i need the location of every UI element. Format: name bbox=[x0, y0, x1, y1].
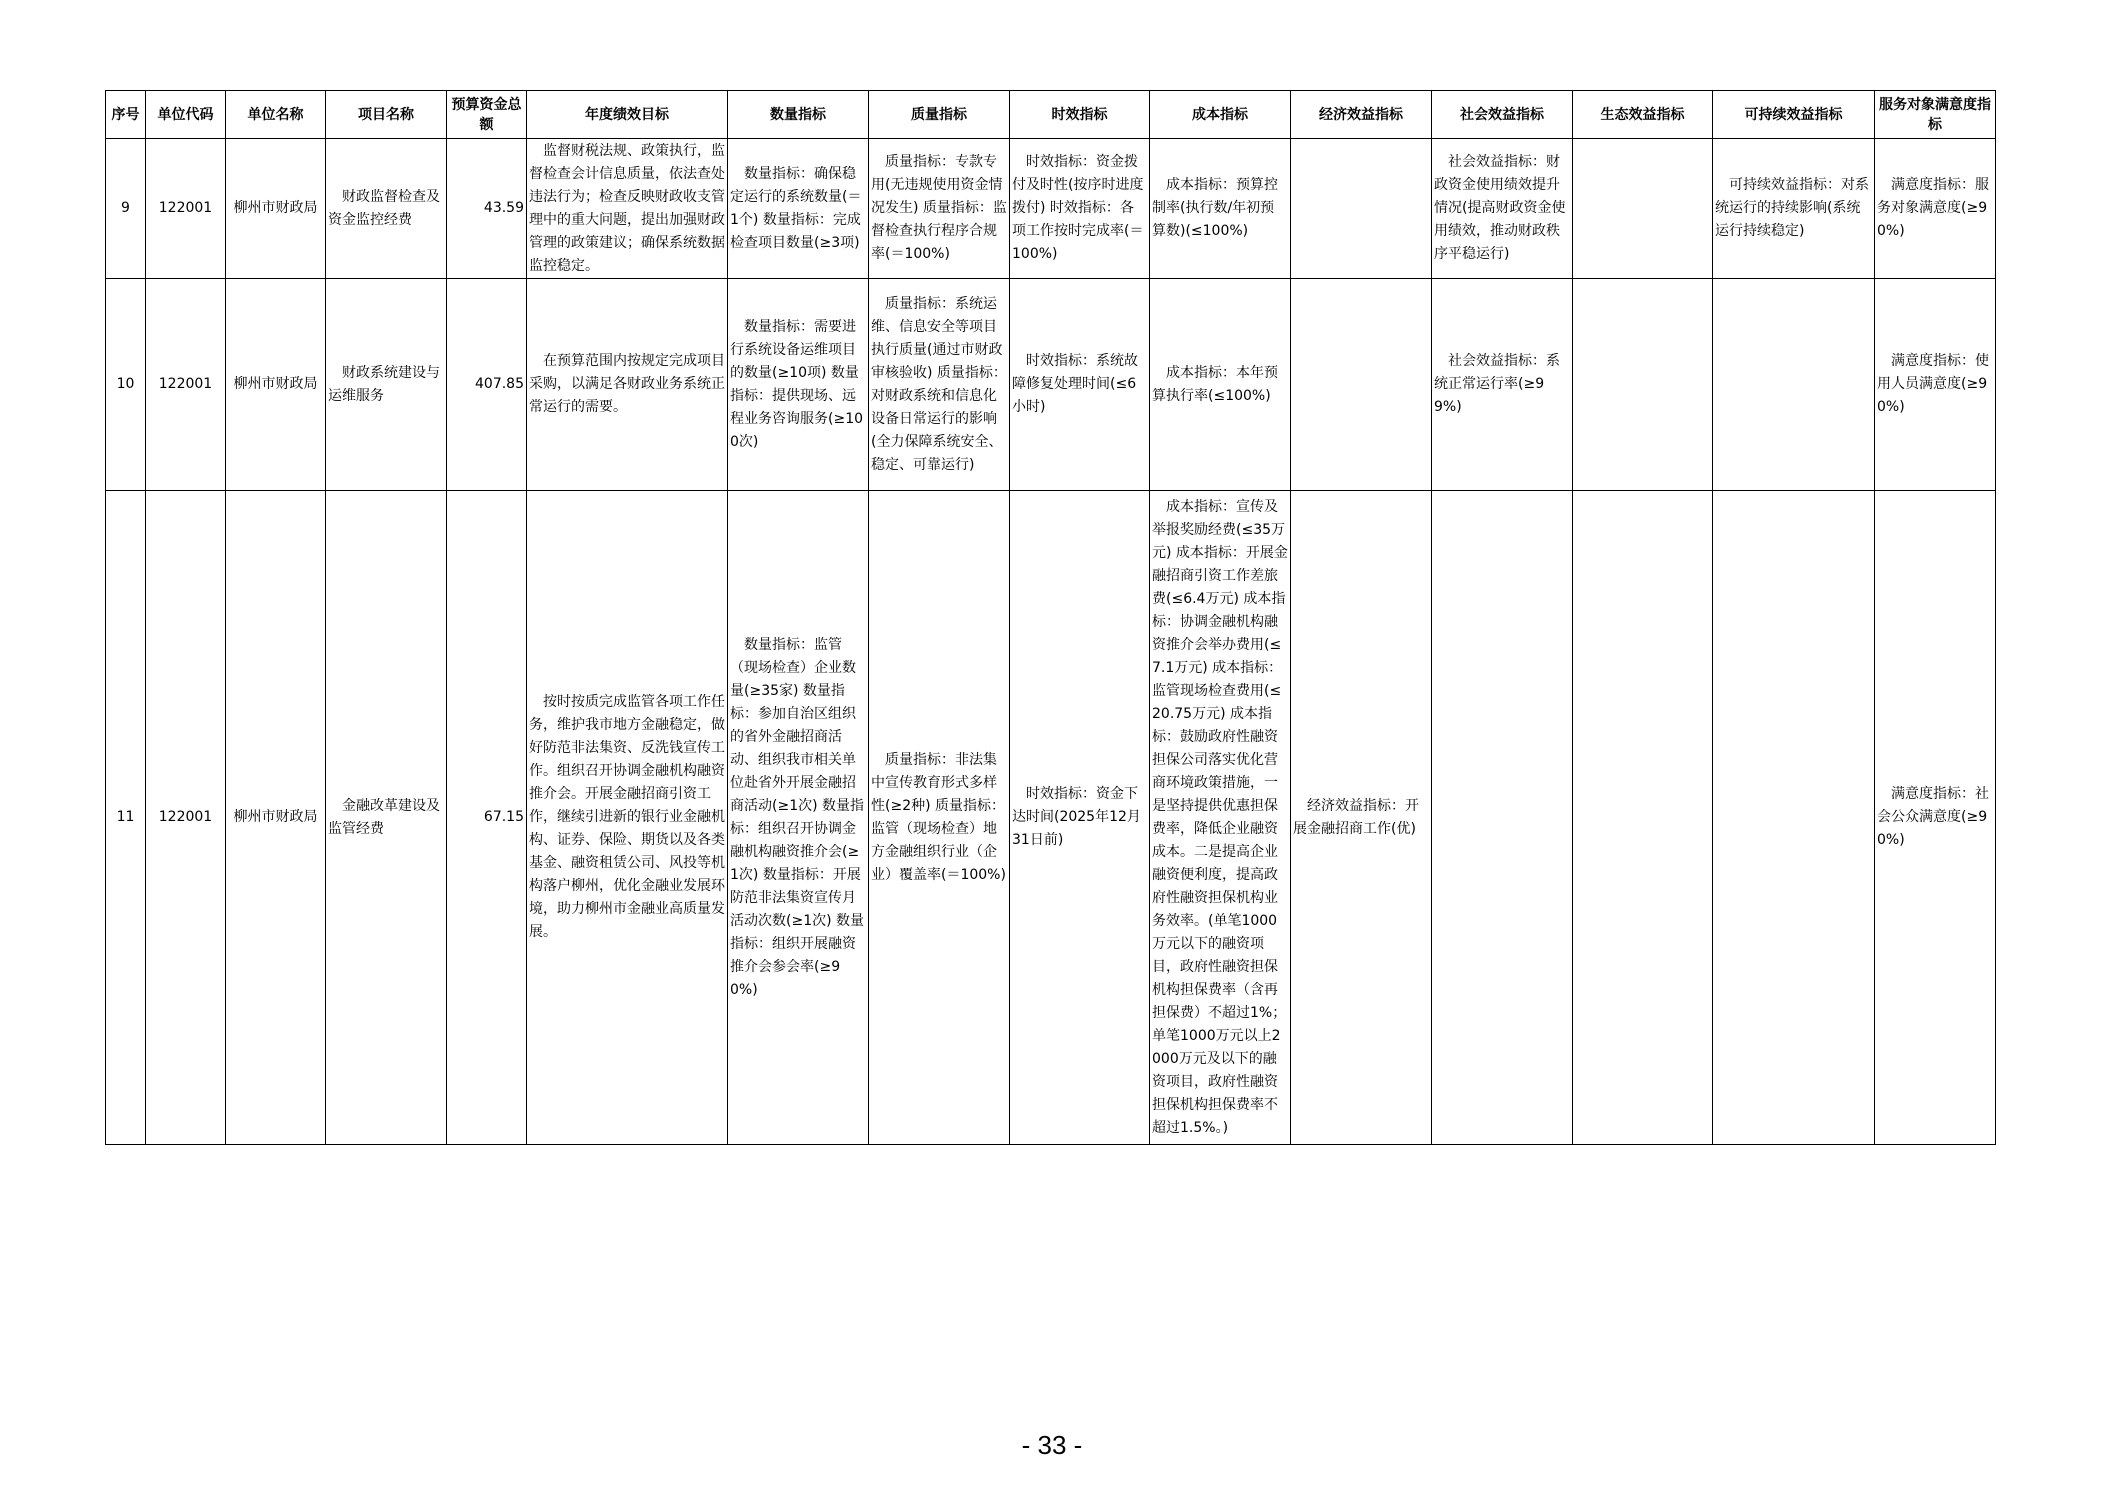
header-sustainable: 可持续效益指标 bbox=[1713, 91, 1875, 139]
annual-goal-cell: 在预算范围内按规定完成项目采购，以满足各财政业务系统正常运行的需要。 bbox=[527, 279, 728, 491]
economic-cell: 经济效益指标：开展金融招商工作(优) bbox=[1291, 491, 1432, 1145]
quality-cell: 质量指标：专款专用(无违规使用资金情况发生) 质量指标：监督检查执行程序合规率(＝100%) bbox=[869, 139, 1010, 279]
annual-goal-cell: 按时按质完成监管各项工作任务，维护我市地方金融稳定，做好防范非法集资、反洗钱宣传工作。组织召开协调金融机构融资推介会。开展金融招商引资工作，继续引进新的银行业金融机构、证券、保险、期货以及各类基金、融资租赁公司、风投等机构落户柳州，优化金融业发展环境，助力柳州市金融业高质量发展。 bbox=[527, 491, 728, 1145]
seq-cell: 9 bbox=[106, 139, 146, 279]
performance-table bbox=[105, 90, 1996, 1145]
budget-cell: 67.15 bbox=[447, 491, 527, 1145]
unit-name-cell: 柳州市财政局 bbox=[226, 491, 326, 1145]
header-economic: 经济效益指标 bbox=[1291, 91, 1432, 139]
header-quality: 质量指标 bbox=[869, 91, 1010, 139]
header-unit-code: 单位代码 bbox=[146, 91, 226, 139]
budget-cell: 407.85 bbox=[447, 279, 527, 491]
annual-goal-cell: 监督财税法规、政策执行，监督检查会计信息质量，依法查处违法行为；检查反映财政收支管理中的重大问题，提出加强财政管理的政策建议；确保系统数据监控稳定。 bbox=[527, 139, 728, 279]
project-name-cell: 金融改革建设及监管经费 bbox=[326, 491, 447, 1145]
cost-cell: 成本指标：预算控制率(执行数/年初预算数)(≤100%) bbox=[1150, 139, 1291, 279]
header-cost: 成本指标 bbox=[1150, 91, 1291, 139]
social-cell bbox=[1432, 491, 1573, 1145]
cost-cell: 成本指标：宣传及举报奖励经费(≤35万元) 成本指标：开展金融招商引资工作差旅费(≤6.4万元) 成本指标：协调金融机构融资推介会举办费用(≤7.1万元) 成本指标：监管现场检查费用(≤20.75万元) 成本指标：鼓励政府性融资担保公司落实优化营商环境政策措施，一是坚持提供优惠担保费率，降低企业融资成本。二是提高企业融资便利度，提高政府性融资担保机构业务效率。(单笔1000万元以下的融资项目，政府性融资担保机构担保费率（含再担保费）不超过1%；单笔1000万元以上2000万元及以下的融资项目，政府性融资担保机构担保费率不超过1.5%。) bbox=[1150, 491, 1291, 1145]
satisfaction-cell: 满意度指标：服务对象满意度(≥90%) bbox=[1875, 139, 1996, 279]
seq-cell: 10 bbox=[106, 279, 146, 491]
ecological-cell bbox=[1573, 279, 1713, 491]
sustainable-cell: 可持续效益指标：对系统运行的持续影响(系统运行持续稳定) bbox=[1713, 139, 1875, 279]
quality-cell: 质量指标：非法集中宣传教育形式多样性(≥2种) 质量指标：监管（现场检查）地方金融组织行业（企业）覆盖率(＝100%) bbox=[869, 491, 1010, 1145]
unit-code-cell: 122001 bbox=[146, 279, 226, 491]
header-timeliness: 时效指标 bbox=[1010, 91, 1150, 139]
economic-cell bbox=[1291, 139, 1432, 279]
ecological-cell bbox=[1573, 139, 1713, 279]
header-project-name: 项目名称 bbox=[326, 91, 447, 139]
unit-code-cell: 122001 bbox=[146, 139, 226, 279]
header-row bbox=[106, 91, 1996, 139]
header-ecological: 生态效益指标 bbox=[1573, 91, 1713, 139]
table-row bbox=[106, 279, 1996, 491]
table-row bbox=[106, 491, 1996, 1145]
header-seq: 序号 bbox=[106, 91, 146, 139]
header-budget: 预算资金总额 bbox=[447, 91, 527, 139]
quality-cell: 质量指标：系统运维、信息安全等项目执行质量(通过市财政审核验收) 质量指标：对财政系统和信息化设备日常运行的影响(全力保障系统安全、稳定、可靠运行) bbox=[869, 279, 1010, 491]
timeliness-cell: 时效指标：资金拨付及时性(按序时进度拨付) 时效指标：各项工作按时完成率(＝100%) bbox=[1010, 139, 1150, 279]
satisfaction-cell: 满意度指标：使用人员满意度(≥90%) bbox=[1875, 279, 1996, 491]
table-row bbox=[106, 139, 1996, 279]
header-annual-goal: 年度绩效目标 bbox=[527, 91, 728, 139]
cost-cell: 成本指标：本年预算执行率(≤100%) bbox=[1150, 279, 1291, 491]
unit-name-cell: 柳州市财政局 bbox=[226, 139, 326, 279]
header-quantity: 数量指标 bbox=[728, 91, 869, 139]
satisfaction-cell: 满意度指标：社会公众满意度(≥90%) bbox=[1875, 491, 1996, 1145]
sustainable-cell bbox=[1713, 491, 1875, 1145]
timeliness-cell: 时效指标：资金下达时间(2025年12月31日前) bbox=[1010, 491, 1150, 1145]
project-name-cell: 财政监督检查及资金监控经费 bbox=[326, 139, 447, 279]
header-social: 社会效益指标 bbox=[1432, 91, 1573, 139]
seq-cell: 11 bbox=[106, 491, 146, 1145]
header-satisfaction: 服务对象满意度指标 bbox=[1875, 91, 1996, 139]
ecological-cell bbox=[1573, 491, 1713, 1145]
quantity-cell: 数量指标：确保稳定运行的系统数量(＝1个) 数量指标：完成检查项目数量(≥3项) bbox=[728, 139, 869, 279]
quantity-cell: 数量指标：需要进行系统设备运维项目的数量(≥10项) 数量指标：提供现场、远程业务咨询服务(≥100次) bbox=[728, 279, 869, 491]
quantity-cell: 数量指标：监管（现场检查）企业数量(≥35家) 数量指标：参加自治区组织的省外金融招商活动、组织我市相关单位赴省外开展金融招商活动(≥1次) 数量指标：组织召开协调金融机构融资推介会(≥1次) 数量指标：开展防范非法集资宣传月活动次数(≥1次) 数量指标：组织开展融资推介会参会率(≥90%) bbox=[728, 491, 869, 1145]
page-number: - 33 - bbox=[1021, 1430, 1083, 1460]
unit-name-cell: 柳州市财政局 bbox=[226, 279, 326, 491]
project-name-cell: 财政系统建设与运维服务 bbox=[326, 279, 447, 491]
social-cell: 社会效益指标：财政资金使用绩效提升情况(提高财政资金使用绩效，推动财政秩序平稳运行) bbox=[1432, 139, 1573, 279]
social-cell: 社会效益指标：系统正常运行率(≥99%) bbox=[1432, 279, 1573, 491]
unit-code-cell: 122001 bbox=[146, 491, 226, 1145]
budget-cell: 43.59 bbox=[447, 139, 527, 279]
header-unit-name: 单位名称 bbox=[226, 91, 326, 139]
timeliness-cell: 时效指标：系统故障修复处理时间(≤6小时) bbox=[1010, 279, 1150, 491]
sustainable-cell bbox=[1713, 279, 1875, 491]
economic-cell bbox=[1291, 279, 1432, 491]
